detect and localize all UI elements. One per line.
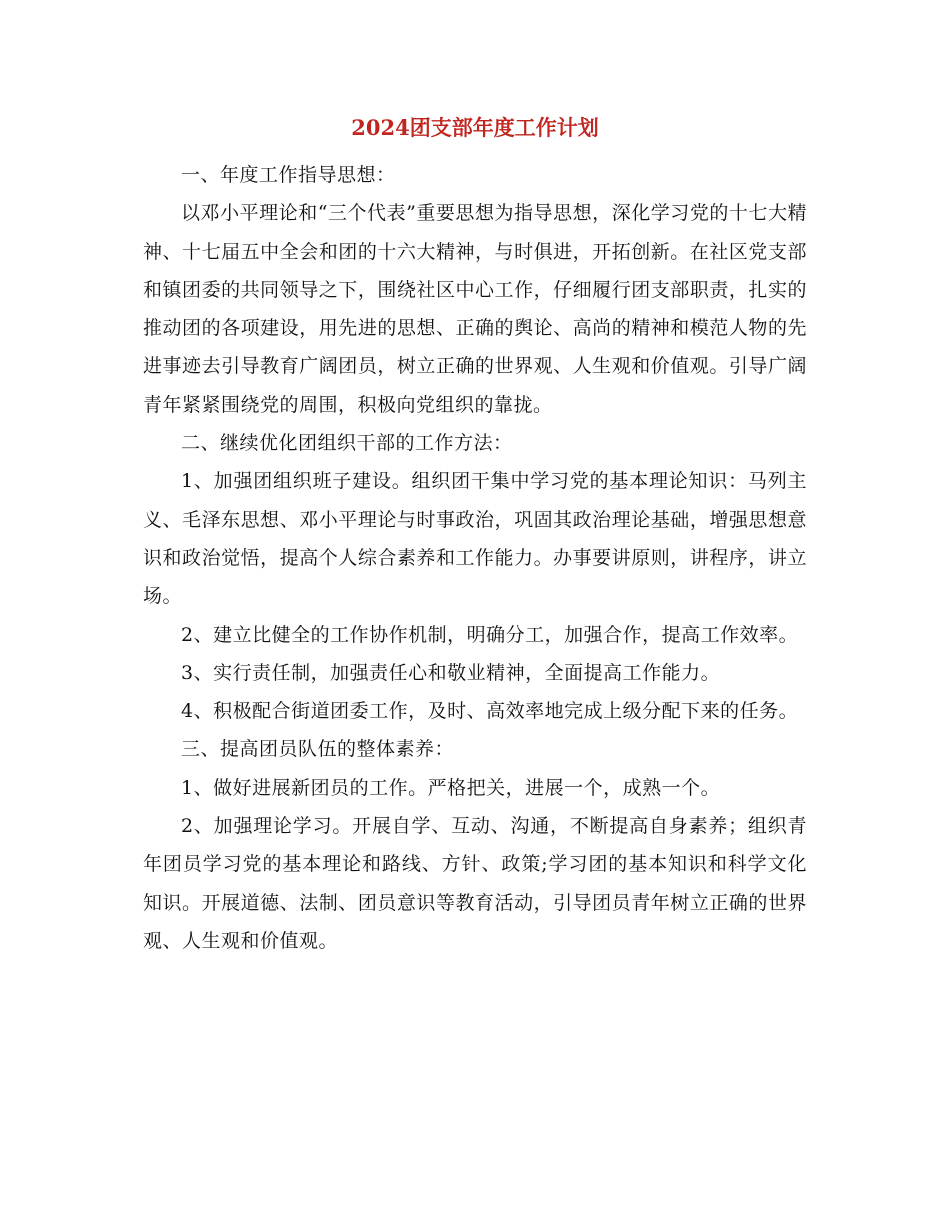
- list-item-team-building: 1、加强团组织班子建设。组织团干集中学习党的基本理论知识：马列主义、毛泽东思想、邓小平理论与时事政治，巩固其政治理论基础，增强思想意识和政治觉悟，提高个人综合素养和工作能力。办事要讲原则，讲程序，讲立场。: [143, 470, 807, 608]
- list-item-new-members: 1、做好进展新团员的工作。严格把关，进展一个，成熟一个。: [181, 776, 721, 799]
- document-title: 2024团支部年度工作计划: [351, 115, 599, 140]
- section-heading-member-quality: 三、提高团员队伍的整体素养：: [181, 738, 455, 761]
- document-body: [143, 156, 807, 960]
- paragraph-guiding-ideology: 以邓小平理论和“三个代表”重要思想为指导思想，深化学习党的十七大精神、十七届五中全会和团的十六大精神，与时俱进，开拓创新。在社区党支部和镇团委的共同领导之下，围绕社区中心工作，仔细履行团支部职责，扎实的推动团的各项建设，用先进的思想、正确的舆论、高尚的精神和模范人物的先进事迹去引导教育广阔团员，树立正确的世界观、人生观和价值观。引导广阔青年紧紧围绕党的周围，积极向党组织的靠拢。: [143, 202, 807, 416]
- section-heading-guiding-ideology: 一、年度工作指导思想：: [181, 164, 396, 186]
- list-item-cooperate-street-committee: 4、积极配合街道团委工作，及时、高效率地完成上级分配下来的任务。: [181, 700, 799, 723]
- section-heading-work-methods: 二、继续优化团组织干部的工作方法：: [181, 432, 513, 455]
- list-item-theory-study: 2、加强理论学习。开展自学、互动、沟通，不断提高自身素养；组织青年团员学习党的基本理论和路线、方针、政策;学习团的基本知识和科学文化知识。开展道德、法制、团员意识等教育活动，引导团员青年树立正确的世界观、人生观和价值观。: [143, 815, 807, 952]
- list-item-responsibility-system: 3、实行责任制，加强责任心和敬业精神，全面提高工作能力。: [181, 661, 721, 684]
- list-item-cooperation-mechanism: 2、建立比健全的工作协作机制，明确分工，加强合作，提高工作效率。: [181, 623, 799, 646]
